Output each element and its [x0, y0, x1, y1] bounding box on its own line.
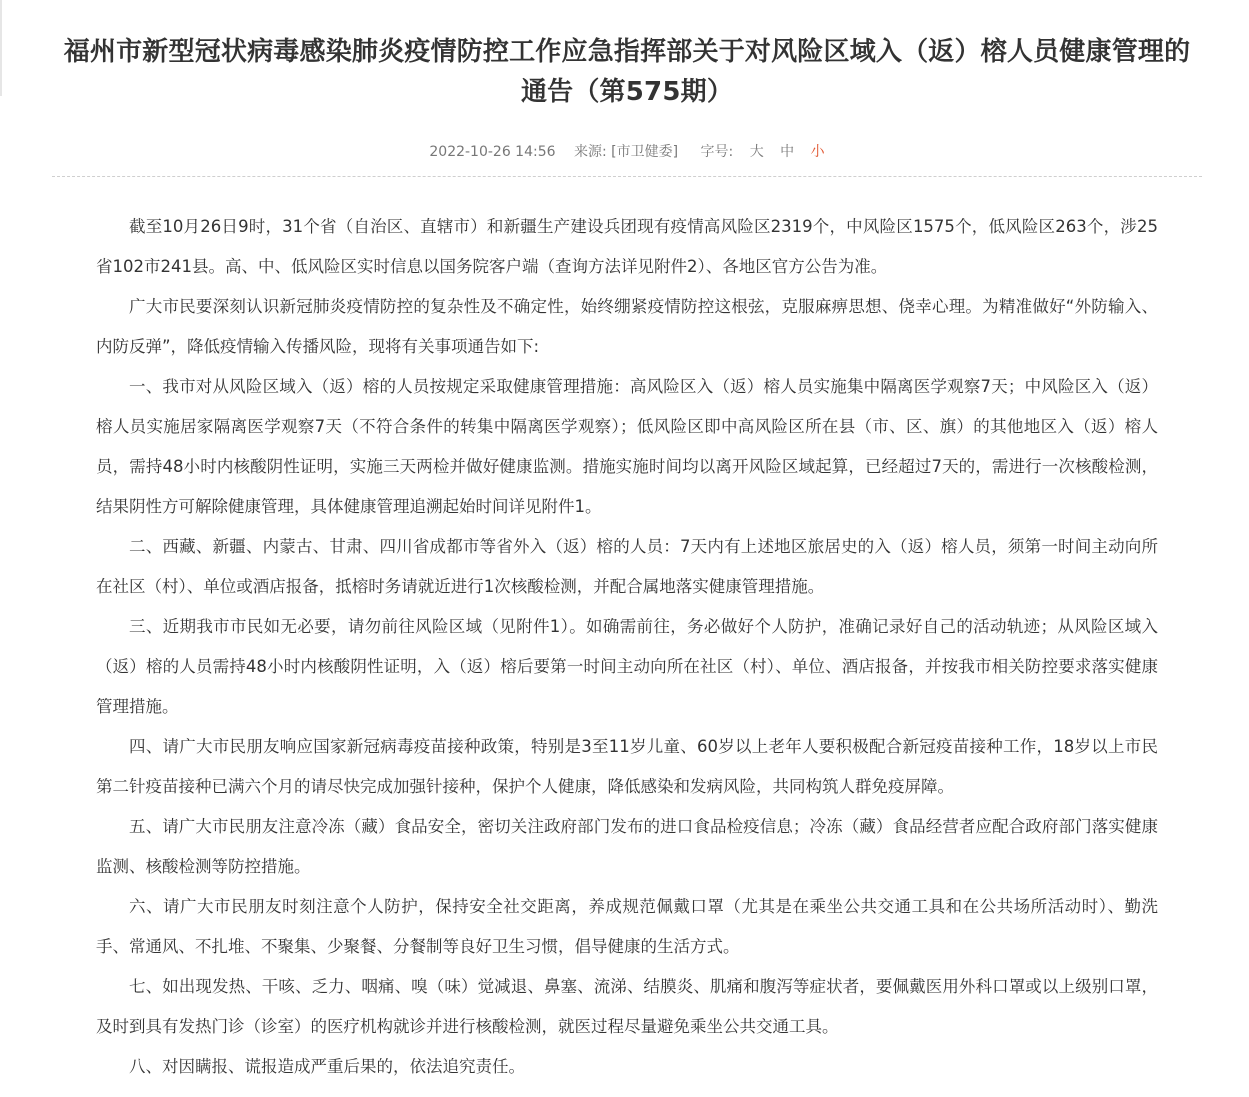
- font-size-medium-button[interactable]: 中: [780, 144, 795, 160]
- body-paragraph-item-1: 一、我市对从风险区域入（返）榕的人员按规定采取健康管理措施：高风险区入（返）榕人员实施集中隔离医学观察7天；中风险区入（返）榕人员实施居家隔离医学观察7天（不符合条件的转集中隔离医学观察）；低风险区即中高风险区所在县（市、区、旗）的其他地区入（返）榕人员，需持48小时内核酸阴性证明，实施三天两检并做好健康监测。措施实施时间均以离开风险区域起算，已经超过7天的，需进行一次核酸检测，结果阴性方可解除健康管理，具体健康管理追溯起始时间详见附件1。: [96, 377, 1158, 516]
- body-paragraph-summary: 截至10月26日9时，31个省（自治区、直辖市）和新疆生产建设兵团现有疫情高风险区2319个，中风险区1575个，低风险区263个，涉25省102市241县。高、中、低风险区实时信息以国务院客户端（查询方法详见附件2）、各地区官方公告为准。: [96, 217, 1158, 276]
- article-title: 福州市新型冠状病毒感染肺炎疫情防控工作应急指挥部关于对风险区域入（返）榕人员健康管理的通告（第575期）: [63, 37, 1191, 107]
- left-edge-rule: [0, 0, 2, 96]
- body-paragraph-item-8: 八、对因瞒报、谎报造成严重后果的，依法追究责任。: [129, 1057, 525, 1076]
- body-paragraph-item-6: 六、请广大市民朋友时刻注意个人防护，保持安全社交距离，养成规范佩戴口罩（尤其是在乘坐公共交通工具和在公共场所活动时）、勤洗手、常通风、不扎堆、不聚集、少聚餐、分餐制等良好卫生习惯，倡导健康的生活方式。: [96, 897, 1158, 956]
- article: [52, 0, 1202, 1087]
- body-paragraph-intro: 广大市民要深刻认识新冠肺炎疫情防控的复杂性及不确定性，始终绷紧疫情防控这根弦，克服麻痹思想、侥幸心理。为精准做好“外防输入、内防反弹”，降低疫情输入传播风险，现将有关事项通告如下:: [96, 297, 1158, 356]
- font-size-small-button[interactable]: 小: [810, 144, 825, 160]
- font-size-large-button[interactable]: 大: [749, 144, 764, 160]
- font-size-label: 字号:: [700, 144, 734, 160]
- body-paragraph-item-4: 四、请广大市民朋友响应国家新冠病毒疫苗接种政策，特别是3至11岁儿童、60岁以上老年人要积极配合新冠疫苗接种工作，18岁以上市民第二针疫苗接种已满六个月的请尽快完成加强针接种，保护个人健康，降低感染和发病风险，共同构筑人群免疫屏障。: [96, 737, 1158, 796]
- body-paragraph-item-7: 七、如出现发热、干咳、乏力、咽痛、嗅（味）觉减退、鼻塞、流涕、结膜炎、肌痛和腹泻等症状者，要佩戴医用外科口罩或以上级别口罩，及时到具有发热门诊（诊室）的医疗机构就诊并进行核酸检测，就医过程尽量避免乘坐公共交通工具。: [96, 977, 1158, 1036]
- body-paragraph-item-3: 三、近期我市市民如无必要，请勿前往风险区域（见附件1）。如确需前往，务必做好个人防护，准确记录好自己的活动轨迹；从风险区域入（返）榕的人员需持48小时内核酸阴性证明，入（返）榕后要第一时间主动向所在社区（村）、单位、酒店报备，并按我市相关防控要求落实健康管理措施。: [96, 617, 1158, 716]
- article-body: [52, 207, 1202, 1087]
- article-meta: [52, 142, 1202, 162]
- body-paragraph-item-5: 五、请广大市民朋友注意冷冻（藏）食品安全，密切关注政府部门发布的进口食品检疫信息；冷冻（藏）食品经营者应配合政府部门落实健康监测、核酸检测等防控措施。: [96, 817, 1158, 876]
- article-source: 来源: [市卫健委]: [574, 144, 679, 160]
- publish-datetime: 2022-10-26 14:56: [429, 144, 556, 160]
- meta-divider: [52, 176, 1202, 177]
- body-paragraph-item-2: 二、西藏、新疆、内蒙古、甘肃、四川省成都市等省外入（返）榕的人员：7天内有上述地区旅居史的入（返）榕人员，须第一时间主动向所在社区（村）、单位或酒店报备，抵榕时务请就近进行1次核酸检测，并配合属地落实健康管理措施。: [96, 537, 1158, 596]
